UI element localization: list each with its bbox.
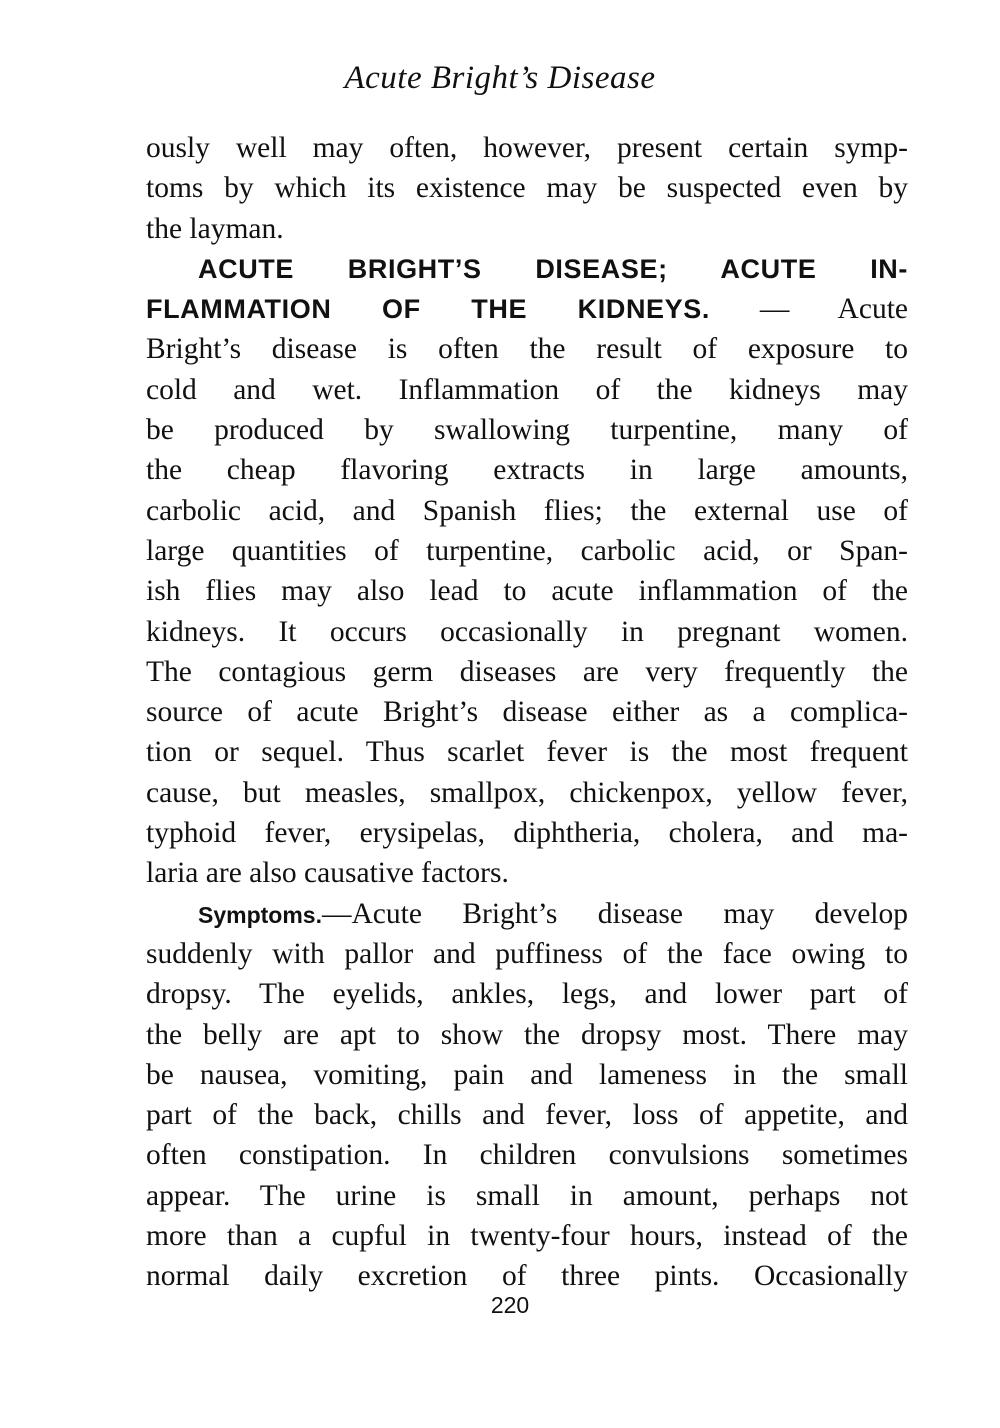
text-line (146, 168, 908, 208)
text-line (146, 450, 908, 490)
text-line (146, 329, 908, 369)
line-text: source of acute Bright’s disease either as a complica- (146, 696, 908, 729)
text-line (146, 1216, 908, 1256)
text-line (146, 209, 908, 249)
text-line (146, 249, 908, 289)
line-text: large quantities of turpentine, carbolic acid, or Span- (146, 534, 908, 567)
line-text: often constipation. In children convulsions sometimes (146, 1139, 908, 1172)
text-line (146, 732, 908, 772)
line-text: cold and wet. Inflammation of the kidneys may (146, 373, 908, 406)
line-text: be produced by swallowing turpentine, many of (146, 414, 908, 447)
text-line (146, 571, 908, 611)
body-text (146, 128, 908, 1297)
line-text: the belly are apt to show the dropsy most. There may (146, 1018, 908, 1051)
line-text: appear. The urine is small in amount, perhaps not (146, 1179, 908, 1212)
text-line (146, 652, 908, 692)
line-text: cause, but measles, smallpox, chickenpox, yellow fever, (146, 776, 908, 809)
line-text: The contagious germ diseases are very frequently the (146, 655, 908, 688)
page-number: 220 (490, 1292, 530, 1318)
text-line (146, 1176, 908, 1216)
text-line (146, 1135, 908, 1175)
text-line (146, 531, 908, 571)
line-text: typhoid fever, erysipelas, diphtheria, cholera, and ma- (146, 817, 908, 850)
text-line (146, 813, 908, 853)
line-text: Bright’s disease is often the result of exposure to (146, 333, 908, 366)
text-line (146, 853, 908, 893)
line-text: the cheap flavoring extracts in large amounts, (146, 454, 908, 487)
line-text: the layman. (146, 212, 284, 245)
text-line (146, 612, 908, 652)
text-line (146, 1256, 908, 1296)
text-line (146, 370, 908, 410)
line-text: carbolic acid, and Spanish flies; the external use of (146, 494, 908, 527)
text-line (146, 692, 908, 732)
text-line (146, 410, 908, 450)
line-text: dropsy. The eyelids, ankles, legs, and lower part of (146, 978, 908, 1011)
section-heading: Symptoms. (198, 901, 322, 928)
line-text: laria are also causative factors. (146, 857, 509, 890)
line-text: ously well may often, however, present certain symp- (146, 132, 908, 164)
text-line (146, 128, 908, 168)
line-text: —Acute Bright’s disease may develop (321, 897, 908, 930)
text-line (146, 289, 908, 329)
text-line (146, 894, 908, 934)
chapter-heading: FLAMMATION OF THE KIDNEYS. (146, 294, 710, 325)
text-line (146, 1095, 908, 1135)
text-line (146, 1055, 908, 1095)
line-text: suddenly with pallor and puffiness of the face owing to (146, 937, 908, 970)
text-line (146, 974, 908, 1014)
line-text: tion or sequel. Thus scarlet fever is the most frequent (146, 736, 908, 769)
running-header: Acute Bright’s Disease (344, 60, 656, 96)
line-text: toms by which its existence may be suspected even by (146, 172, 908, 205)
text-line (146, 773, 908, 813)
chapter-heading: ACUTE BRIGHT’S DISEASE; ACUTE IN- (198, 253, 908, 284)
line-text: — Acute (710, 293, 908, 326)
text-line (146, 491, 908, 531)
line-text: part of the back, chills and fever, loss of appetite, and (146, 1099, 908, 1132)
line-text: ish flies may also lead to acute inflammation of the (146, 575, 908, 608)
line-text: kidneys. It occurs occasionally in pregnant women. (146, 615, 908, 648)
line-text: normal daily excretion of three pints. Occasionally (146, 1260, 908, 1293)
text-line (146, 934, 908, 974)
text-line (146, 1015, 908, 1055)
line-text: more than a cupful in twenty-four hours, instead of the (146, 1220, 908, 1253)
line-text: be nausea, vomiting, pain and lameness in the small (146, 1058, 908, 1091)
